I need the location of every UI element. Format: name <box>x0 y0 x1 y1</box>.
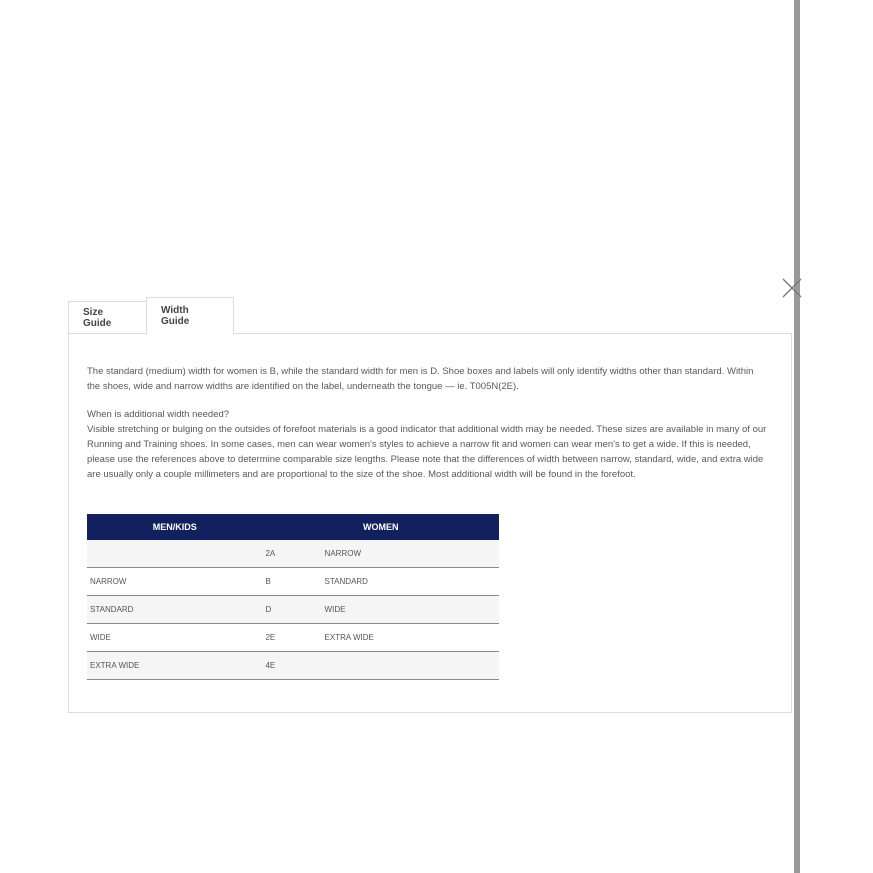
tab-width-guide[interactable]: Width Guide <box>146 297 234 335</box>
close-button[interactable] <box>781 277 803 299</box>
width-guide-panel <box>68 333 792 713</box>
table-row <box>87 624 499 652</box>
table-row <box>87 540 499 568</box>
men-width-cell: WIDE <box>87 624 262 652</box>
men-width-cell: EXTRA WIDE <box>87 652 262 680</box>
tab-size-guide[interactable]: Size Guide <box>68 301 147 334</box>
women-width-cell: STANDARD <box>322 568 499 596</box>
width-table <box>87 514 499 680</box>
header-men-kids: MEN/KIDS <box>87 514 262 540</box>
width-code-cell: D <box>262 596 321 624</box>
women-width-cell: NARROW <box>322 540 499 568</box>
men-width-cell: STANDARD <box>87 596 262 624</box>
guide-tabs <box>68 296 234 334</box>
women-width-cell: WIDE <box>322 596 499 624</box>
additional-width-heading: When is additional width needed? <box>87 409 230 420</box>
women-width-cell: EXTRA WIDE <box>322 624 499 652</box>
close-icon <box>781 277 803 299</box>
men-width-cell: NARROW <box>87 568 262 596</box>
table-row <box>87 652 499 680</box>
scrollbar[interactable] <box>794 0 800 873</box>
intro-paragraph: The standard (medium) width for women is B, while the standard width for men is D. Shoe boxes and labels will only identify widths other than standard. Within the shoes, wide and narrow widths are identified on the label, underneath the tongue — ie. T005N(2E). <box>87 366 754 392</box>
width-code-cell: 2A <box>262 540 321 568</box>
additional-width-paragraph: Visible stretching or bulging on the outsides of forefoot materials is a good indicator that additional width may be needed. These sizes are available in many of our Running and Training shoes. In some cases, men can wear women's styles to achieve a narrow fit and women can wear men's to get a wide. If this is needed, please use the references above to determine comparable size lengths. Please note that the differences of width between narrow, standard, wide, and extra wide are usually only a couple millimeters and are proportional to the size of the shoe. Most additional width will be found in the forefoot. <box>87 424 767 480</box>
table-header-row <box>87 514 499 540</box>
table-row <box>87 568 499 596</box>
men-width-cell <box>87 540 262 568</box>
width-code-cell: 4E <box>262 652 321 680</box>
width-guide-text <box>87 364 767 482</box>
width-code-cell: 2E <box>262 624 321 652</box>
header-women: WOMEN <box>262 514 499 540</box>
women-width-cell <box>322 652 499 680</box>
width-code-cell: B <box>262 568 321 596</box>
table-row <box>87 596 499 624</box>
